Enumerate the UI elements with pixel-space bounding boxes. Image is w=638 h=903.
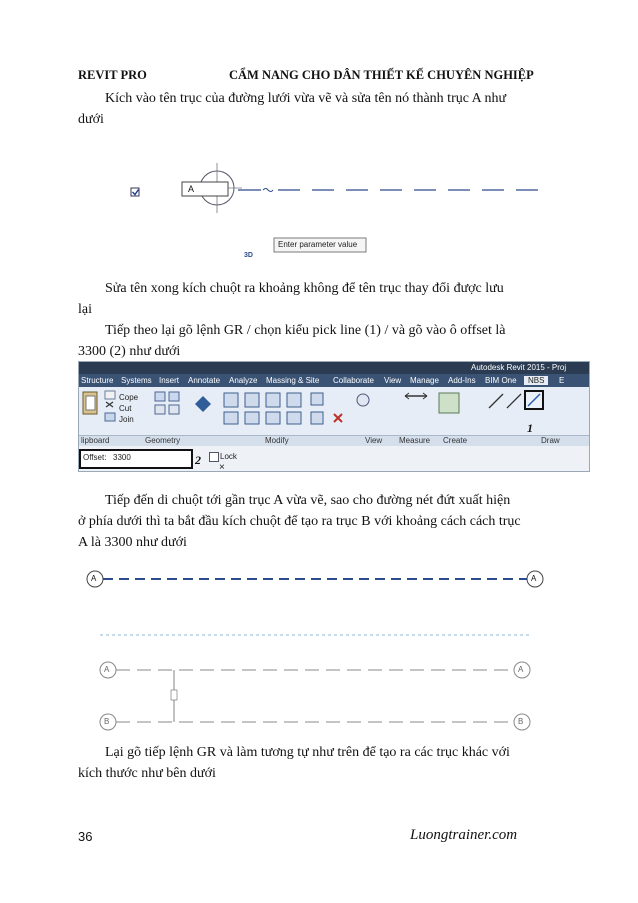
delete-icon xyxy=(334,414,342,422)
group-measure: Measure xyxy=(399,436,431,445)
rotate-icon xyxy=(224,412,238,424)
label-3d: 3D xyxy=(244,252,253,259)
array-icon xyxy=(287,412,301,424)
ribbon-icons xyxy=(79,388,589,436)
figure-grid-rename xyxy=(78,150,558,265)
mirror-icon xyxy=(266,393,280,407)
paragraph-5-line-1: Lại gõ tiếp lệnh GR và làm tương tự như trên để tạo ra các trục khác với xyxy=(105,745,510,760)
tab-collaborate[interactable]: Collaborate xyxy=(333,376,374,385)
tab-analyze[interactable]: Analyze xyxy=(229,376,258,385)
group-draw: Draw xyxy=(541,436,560,445)
tooltip-text: Enter parameter value xyxy=(278,240,358,249)
copy-icon xyxy=(266,412,280,424)
line-draw-icon xyxy=(489,394,503,408)
move-icon xyxy=(195,396,211,412)
paragraph-4-line-2: ở phía dưới thì ta bắt đầu kích chuột để tạo ra trục B với khoảng cách cách trục xyxy=(78,514,521,529)
figure-grids-a-b xyxy=(80,563,550,733)
bubble-a-left: A xyxy=(104,665,110,674)
paragraph-5-line-2: kích thước như bên dưới xyxy=(78,766,216,781)
callout-1: 1 xyxy=(527,421,533,435)
title-bar-text: Autodesk Revit 2015 - Proj xyxy=(471,363,567,372)
paragraph-1 xyxy=(78,88,563,130)
lock-checkbox[interactable] xyxy=(209,452,219,462)
paragraph-3-line-2: 3300 (2) như dưới xyxy=(78,344,181,359)
header-left: REVIT PRO xyxy=(78,68,147,82)
figure-revit-ribbon xyxy=(78,361,590,472)
bubble-a-right: A xyxy=(518,665,524,674)
group-modify: Modify xyxy=(265,436,289,445)
tab-e[interactable]: E xyxy=(559,376,565,385)
group-geometry: Geometry xyxy=(145,436,181,445)
tab-structure[interactable]: Structure xyxy=(81,376,114,385)
lock-label: Lock xyxy=(220,452,237,461)
tab-row xyxy=(79,374,589,387)
cope-label[interactable]: Cope xyxy=(119,393,139,402)
split-icon xyxy=(287,393,301,407)
tab-systems[interactable]: Systems xyxy=(121,376,152,385)
header-title: CẨM NANG CHO DÂN THIẾT KẾ CHUYÊN NGHIỆP xyxy=(229,68,534,82)
paragraph-2-line-2: lại xyxy=(78,302,92,317)
align-icon xyxy=(224,393,238,407)
tab-bim-one[interactable]: BIM One xyxy=(485,376,517,385)
callout-2: 2 xyxy=(195,453,201,467)
grids-drawing xyxy=(80,563,550,733)
paragraph-4 xyxy=(78,490,563,553)
paragraph-4-line-3: A là 3300 như dưới xyxy=(78,535,187,550)
paragraph-3 xyxy=(78,320,563,362)
offset-icon xyxy=(245,393,259,407)
group-create: Create xyxy=(443,436,468,445)
tab-massing-site[interactable]: Massing & Site xyxy=(266,376,320,385)
trim-icon xyxy=(245,412,259,424)
offset-value[interactable]: 3300 xyxy=(113,453,131,462)
paragraph-2-line-1: Sửa tên xong kích chuột ra khoảng không để tên trục thay đổi được lưu xyxy=(105,281,504,296)
cut-label[interactable]: Cut xyxy=(119,404,132,413)
bubble-b-left: B xyxy=(104,717,110,726)
cope-icon xyxy=(105,391,115,399)
paragraph-1-line-1: Kích vào tên trục của đường lưới vừa vẽ và sửa tên nó thành trục A như xyxy=(105,91,507,106)
close-icon[interactable]: × xyxy=(219,462,225,472)
bubble-a-left-top: A xyxy=(91,574,97,583)
tab-nbs[interactable]: NBS xyxy=(524,376,548,385)
scale-icon xyxy=(311,412,323,424)
create-icon xyxy=(439,393,459,413)
cut-icon xyxy=(106,402,113,407)
paragraph-4-line-1: Tiếp đến di chuột tới gần trục A vừa vẽ, sao cho đường nét đứt xuất hiện xyxy=(105,493,511,508)
tab-manage[interactable]: Manage xyxy=(410,376,439,385)
paragraph-5 xyxy=(78,742,563,784)
group-clipboard: lipboard xyxy=(81,436,110,445)
tab-annotate[interactable]: Annotate xyxy=(188,376,221,385)
join-label[interactable]: Join xyxy=(119,415,134,424)
paragraph-3-line-1: Tiếp theo lại gõ lệnh GR / chọn kiểu pick line (1) / và gõ vào ô offset là xyxy=(105,323,506,338)
page-number: 36 xyxy=(78,829,93,844)
join-icon xyxy=(105,413,115,421)
tab-insert[interactable]: Insert xyxy=(159,376,180,385)
tab-view[interactable]: View xyxy=(384,376,402,385)
view-icon xyxy=(357,394,369,406)
offset-label: Offset: xyxy=(83,453,107,462)
tab-add-ins[interactable]: Add-Ins xyxy=(448,376,476,385)
footer-site: Luongtrainer.com xyxy=(410,827,518,843)
bubble-a-right-top: A xyxy=(531,574,537,583)
group-view: View xyxy=(365,436,383,445)
grid-name-input-text[interactable]: A xyxy=(188,184,195,194)
pin-icon xyxy=(311,393,323,405)
paragraph-2 xyxy=(78,278,563,320)
paragraph-1-line-2: dưới xyxy=(78,112,104,127)
bubble-b-right: B xyxy=(518,717,524,726)
